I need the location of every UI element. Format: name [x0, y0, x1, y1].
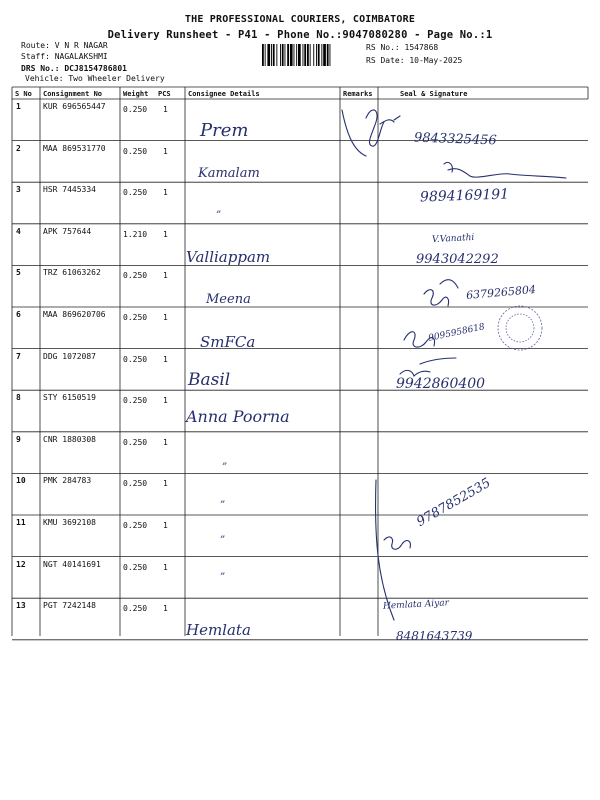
consignment-number: PMK 284783 — [43, 476, 92, 486]
handwritten-phone: 9095958618 — [427, 322, 486, 344]
company-title: THE PROFESSIONAL COURIERS, COIMBATORE — [184, 14, 416, 25]
row-serial-number: 7 — [16, 351, 21, 361]
handwritten-phone: 9942860400 — [396, 376, 486, 392]
handwritten-phone: 9943042292 — [416, 252, 499, 267]
consignment-number: HSR 7445334 — [43, 185, 96, 195]
handwritten-consignee: ” — [220, 535, 226, 546]
handwritten-signature-name: Hemlata Aiyar — [382, 598, 450, 612]
col-header-sno: S No — [15, 90, 32, 98]
col-header-seal: Seal & Signature — [400, 90, 468, 98]
consignment-number: KMU 3692108 — [43, 518, 96, 527]
handwritten-consignee: Basil — [188, 370, 231, 390]
weight-value: 0.250 — [123, 354, 148, 364]
row-serial-number: 6 — [16, 310, 21, 319]
consignment-number: APK 757644 — [43, 226, 92, 236]
pieces-count: 1 — [163, 604, 168, 614]
row-serial-number: 4 — [16, 226, 21, 236]
consignment-number: DDG 1072087 — [43, 351, 96, 361]
handwritten-consignee: Kamalam — [198, 166, 260, 181]
handwritten-consignee: ” — [222, 462, 228, 473]
runsheet-subtitle: Delivery Runsheet - P41 - Phone No.:9047080280 - Page No.:1 — [107, 29, 493, 41]
weight-value: 0.250 — [123, 437, 148, 447]
pieces-count: 1 — [163, 105, 168, 114]
route-label: Route: V N R NAGAR — [21, 41, 108, 50]
handwritten-consignee: ” — [220, 572, 226, 583]
vehicle-label: Vehicle: Two Wheeler Delivery — [25, 74, 165, 83]
handwritten-consignee: Hemlata — [186, 621, 251, 639]
weight-value: 0.250 — [123, 479, 148, 489]
consignment-number: STY 6150519 — [43, 393, 96, 403]
drs-number: DRS No.: DCJ8154786801 — [21, 64, 127, 73]
weight-value: 0.250 — [123, 396, 148, 406]
pieces-count: 1 — [163, 188, 168, 198]
consignment-number: TRZ 61063262 — [43, 268, 101, 278]
row-serial-number: 2 — [16, 143, 21, 153]
handwritten-phone: 9787852535 — [414, 475, 494, 530]
row-serial-number: 12 — [16, 559, 26, 569]
col-header-consignment: Consignment No — [43, 90, 103, 98]
consignment-number: MAA 869620706 — [43, 310, 106, 319]
row-serial-number: 8 — [16, 393, 21, 403]
consignment-number: NGT 40141691 — [43, 559, 101, 569]
row-serial-number: 3 — [16, 185, 21, 195]
pieces-count: 1 — [163, 437, 168, 447]
weight-value: 0.250 — [123, 521, 148, 530]
handwritten-signature-name: V.Vanathi — [431, 232, 475, 246]
weight-value: 0.250 — [123, 105, 148, 114]
consignment-number: KUR 696565447 — [43, 102, 106, 111]
pieces-count: 1 — [163, 146, 168, 156]
pieces-count: 1 — [163, 271, 168, 281]
handwritten-phone: 9843325456 — [413, 130, 497, 149]
handwritten-phone: 6379265804 — [465, 282, 537, 303]
handwritten-consignee: Valliappam — [186, 248, 271, 266]
col-header-weight: Weight — [123, 90, 149, 98]
col-header-remarks: Remarks — [343, 90, 373, 98]
weight-value: 0.250 — [123, 562, 148, 572]
handwritten-consignee: ” — [216, 210, 222, 221]
col-header-pcs: PCS — [158, 90, 171, 98]
consignment-number: MAA 869531770 — [43, 143, 106, 153]
pieces-count: 1 — [163, 396, 168, 406]
col-header-consignee: Consignee Details — [188, 90, 260, 98]
weight-value: 0.250 — [123, 188, 148, 198]
pieces-count: 1 — [163, 354, 168, 364]
row-serial-number: 11 — [16, 518, 26, 527]
handwritten-consignee: Meena — [206, 292, 251, 307]
pieces-count: 1 — [163, 313, 168, 322]
handwritten-consignee: Anna Poorna — [186, 407, 290, 426]
weight-value: 0.250 — [123, 146, 148, 156]
staff-label: Staff: NAGALAKSHMI — [21, 52, 108, 61]
pieces-count: 1 — [163, 479, 168, 489]
weight-value: 0.250 — [123, 271, 148, 281]
row-serial-number: 13 — [16, 601, 26, 611]
row-serial-number: 10 — [16, 476, 26, 486]
rs-number: RS No.: 1547868 — [366, 43, 439, 52]
handwritten-phone: 9894169191 — [419, 186, 510, 206]
handwritten-consignee: ” — [220, 500, 226, 511]
weight-value: 1.210 — [123, 229, 148, 239]
row-serial-number: 9 — [16, 434, 21, 444]
row-serial-number: 5 — [16, 268, 21, 278]
weight-value: 0.250 — [123, 604, 148, 614]
handwritten-phone: 8481643739 — [396, 629, 473, 643]
rs-date: RS Date: 10-May-2025 — [366, 56, 463, 65]
consignment-number: CNR 1880308 — [43, 434, 96, 444]
handwritten-consignee: Prem — [200, 120, 249, 141]
pieces-count: 1 — [163, 521, 168, 530]
pieces-count: 1 — [163, 562, 168, 572]
consignment-number: PGT 7242148 — [43, 601, 96, 611]
handwritten-consignee: SmFCa — [200, 333, 256, 351]
weight-value: 0.250 — [123, 313, 148, 322]
row-serial-number: 1 — [16, 102, 21, 111]
pieces-count: 1 — [163, 229, 168, 239]
